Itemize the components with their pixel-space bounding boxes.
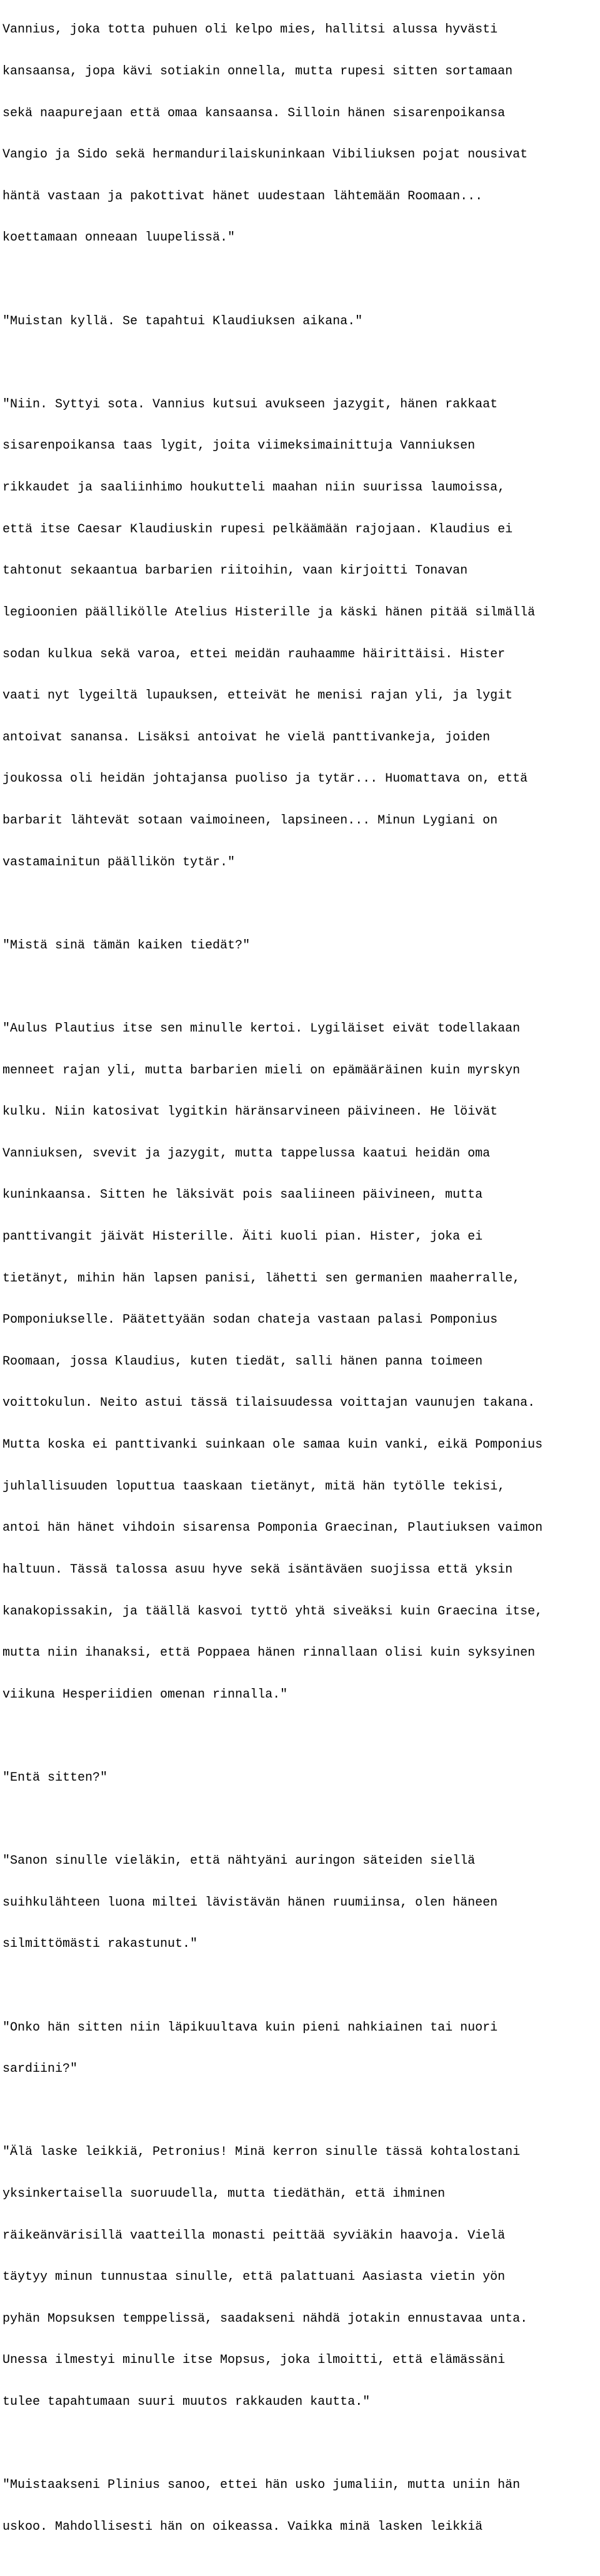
text-line: "Älä laske leikkiä, Petronius! Minä kerron sinulle tässä kohtalostani <box>2 2145 521 2160</box>
text-line: legioonien päällikölle Atelius Histerille ja käski hänen pitää silmällä <box>2 605 536 620</box>
text-line: "Niin. Syttyi sota. Vannius kutsui avukseen jazygit, hänen rakkaat <box>2 397 498 412</box>
text-line: Mutta koska ei panttivanki suinkaan ole samaa kuin vanki, eikä Pomponius <box>2 1438 543 1453</box>
text-line: voittokulun. Neito astui tässä tilaisuudessa voittajan vaunujen takana. <box>2 1396 536 1411</box>
text-line: että itse Caesar Klaudiuskin rupesi pelkäämään rajojaan. Klaudius ei <box>2 522 513 537</box>
text-line: Roomaan, jossa Klaudius, kuten tiedät, salli hänen panna toimeen <box>2 1354 483 1369</box>
text-line: Vanniuksen, svevit ja jazygit, mutta tappelussa kaatui heidän oma <box>2 1146 491 1161</box>
text-line: sekä naapurejaan että omaa kansaansa. Silloin hänen sisarenpoikansa <box>2 106 506 121</box>
paragraph <box>2 2118 600 2437</box>
text-line: sodan kulkua sekä varoa, ettei meidän rauhaamme häirittäisi. Hister <box>2 647 506 662</box>
text-line: barbarit lähtevät sotaan vaimoineen, lapsineen... Minun Lygiani on <box>2 813 498 828</box>
text-line: antoivat sanansa. Lisäksi antoivat he vielä panttivankeja, joiden <box>2 730 491 745</box>
text-line: häntä vastaan ja pakottivat hänet uudestaan lähtemään Roomaan... <box>2 189 483 204</box>
text-line: viikuna Hesperiidien omenan rinnalla." <box>2 1687 288 1702</box>
text-line: Vangio ja Sido sekä hermandurilaiskuninkaan Vibiliuksen pojat nousivat <box>2 147 528 162</box>
text-line: haltuun. Tässä talossa asuu hyve sekä isäntäväen suojissa että yksin <box>2 1562 513 1577</box>
text-line: pyhän Mopsuksen temppelissä, saadakseni nähdä jotakin ennustavaa unta. <box>2 2311 528 2326</box>
text-line: sardiini?" <box>2 2062 78 2077</box>
paragraph <box>2 995 600 1730</box>
text-line: "Mistä sinä tämän kaiken tiedät?" <box>2 938 251 953</box>
paragraph <box>2 911 600 980</box>
text-line: kansaansa, jopa kävi sotiakin onnella, mutta rupesi sitten sortamaan <box>2 64 513 79</box>
text-line: panttivangit jäivät Histerille. Äiti kuoli pian. Hister, joka ei <box>2 1230 483 1245</box>
text-line: juhlallisuuden loputtua taaskaan tietänyt, mitä hän tytölle tekisi, <box>2 1479 506 1494</box>
text-line: vaati nyt lygeiltä lupauksen, etteivät he menisi rajan yli, ja lygit <box>2 689 513 704</box>
paragraph <box>2 287 600 356</box>
text-line: Pomponiukselle. Päätettyään sodan chateja vastaan palasi Pomponius <box>2 1313 498 1328</box>
text-line: yksinkertaisella suoruudella, mutta tiedäthän, että ihminen <box>2 2186 446 2201</box>
text-line: tietänyt, mihin hän lapsen panisi, lähetti sen germanien maaherralle, <box>2 1271 521 1286</box>
text-line: "Entä sitten?" <box>2 1770 108 1785</box>
text-line: joukossa oli heidän johtajansa puoliso ja tytär... Huomattava on, että <box>2 772 528 787</box>
text-line: tahtonut sekaantua barbarien riitoihin, vaan kirjoitti Tonavan <box>2 564 468 579</box>
text-line: kanakopissakin, ja täällä kasvoi tyttö yhtä siveäksi kuin Graecina itse, <box>2 1604 543 1619</box>
text-line: rikkaudet ja saaliinhimo houkutteli maahan niin suurissa laumoissa, <box>2 480 506 495</box>
text-line: sisarenpoikansa taas lygit, joita viimeksimainittuja Vanniuksen <box>2 439 476 454</box>
text-line: "Onko hän sitten niin läpikuultava kuin pieni nahkiainen tai nuori <box>2 2020 498 2035</box>
text-line: Vannius, joka totta puhuen oli kelpo mies, hallitsi alussa hyvästi <box>2 22 498 37</box>
text-line: "Aulus Plautius itse sen minulle kertoi. Lygiläiset eivät todellakaan <box>2 1021 521 1036</box>
text-line: uskoo. Mahdollisesti hän on oikeassa. Vaikka minä lasken leikkiä <box>2 2519 483 2534</box>
paragraph <box>2 370 600 897</box>
text-line: antoi hän hänet vihdoin sisarensa Pomponia Graecinan, Plautiuksen vaimon <box>2 1521 543 1536</box>
text-line: vastamainitun päällikön tytär." <box>2 855 236 870</box>
text-line: kuninkaansa. Sitten he läksivät pois saaliineen päivineen, mutta <box>2 1188 483 1203</box>
text-line: suihkulähteen luona miltei lävistävän hänen ruumiinsa, olen häneen <box>2 1895 498 1910</box>
text-line: koettamaan onneaan luupelissä." <box>2 231 236 246</box>
text-line: tulee tapahtumaan suuri muutos rakkauden kautta." <box>2 2395 371 2410</box>
paragraph <box>2 2451 600 2562</box>
text-line: Unessa ilmestyi minulle itse Mopsus, joka ilmoitti, että elämässäni <box>2 2353 506 2368</box>
paragraph <box>2 1827 600 1979</box>
text-line: "Muistan kyllä. Se tapahtui Klaudiuksen aikana." <box>2 314 363 329</box>
text-line: silmittömästi rakastunut." <box>2 1937 198 1952</box>
text-line: kulku. Niin katosivat lygitkin häränsarvineen päivineen. He löivät <box>2 1105 498 1120</box>
paragraph <box>2 0 600 273</box>
text-line: "Sanon sinulle vieläkin, että nähtyäni auringon säteiden siellä <box>2 1854 476 1869</box>
paragraph <box>2 1993 600 2104</box>
text-line: mutta niin ihanaksi, että Poppaea hänen rinnallaan olisi kuin syksyinen <box>2 1646 536 1661</box>
text-line: täytyy minun tunnustaa sinulle, että palattuani Aasiasta vietin yön <box>2 2270 506 2285</box>
text-line: menneet rajan yli, mutta barbarien mieli on epämääräinen kuin myrskyn <box>2 1063 521 1078</box>
text-line: räikeänvärisillä vaatteilla monasti peittää syviäkin haavoja. Vielä <box>2 2228 506 2243</box>
text-line: "Muistaakseni Plinius sanoo, ettei hän usko jumaliin, mutta uniin hän <box>2 2478 521 2493</box>
document-page <box>2 0 600 2576</box>
paragraph <box>2 1744 600 1813</box>
